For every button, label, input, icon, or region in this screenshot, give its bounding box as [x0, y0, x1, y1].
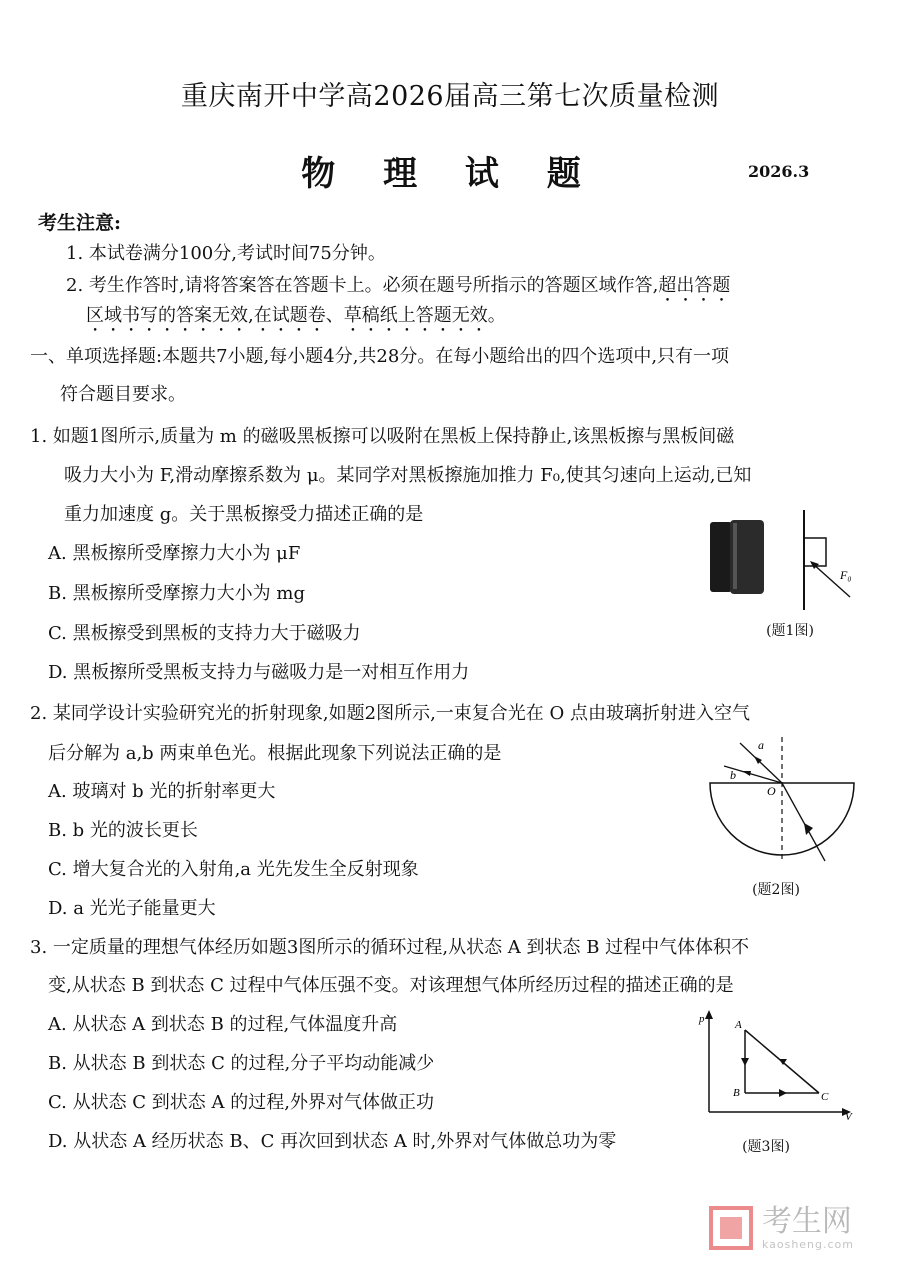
axis-label-v: V [845, 1111, 852, 1123]
q3-option-a: A. 从状态 A 到状态 B 的过程,气体温度升高 [48, 1014, 398, 1035]
q1-stem-line-1: 1. 如题1图所示,质量为 m 的磁吸黑板擦可以吸附在黑板上保持静止,该黑板擦与黑板间磁 [30, 426, 735, 447]
ray-b-arrowhead [742, 771, 751, 776]
point-c: C [821, 1091, 829, 1103]
watermark [708, 1205, 854, 1251]
point-a: A [735, 1019, 742, 1031]
q3-stem-line-2: 变,从状态 B 到状态 C 过程中气体压强不变。对该理想气体所经历过程的描述正确的是 [48, 975, 734, 996]
q1-option-c: C. 黑板擦受到黑板的支持力大于磁吸力 [48, 623, 361, 644]
notice-emphasis-text: 超出答题 [658, 275, 731, 296]
q2-option-b: B. b 光的波长更长 [48, 820, 198, 841]
q1-option-a: A. 黑板擦所受摩擦力大小为 μF [48, 543, 301, 564]
q2-option-d: D. a 光光子能量更大 [48, 898, 216, 919]
watermark-name: 考生网 [761, 1203, 852, 1239]
subject-title: 物 理 试 题 [301, 154, 599, 194]
eraser-photo [710, 520, 764, 594]
watermark-url: kaosheng.com [761, 1237, 854, 1251]
incident-ray [782, 783, 825, 861]
q1-option-d: D. 黑板擦所受黑板支持力与磁吸力是一对相互作用力 [48, 662, 470, 683]
label-b: b [730, 768, 736, 782]
notice-title: 考生注意: [38, 212, 122, 234]
q1-figure [700, 505, 870, 620]
q2-stem-line-1: 2. 某同学设计实验研究光的折射现象,如题2图所示,一束复合光在 O 点由玻璃折射进入空气 [30, 703, 750, 724]
label-a: a [758, 738, 764, 752]
q1-stem-line-3: 重力加速度 g。关于黑板擦受力描述正确的是 [64, 504, 424, 525]
q3-option-b: B. 从状态 B 到状态 C 的过程,分子平均动能减少 [48, 1053, 435, 1074]
q2-option-a: A. 玻璃对 b 光的折射率更大 [48, 781, 276, 802]
notice-item-1: 1. 本试卷满分100分,考试时间75分钟。 [66, 243, 386, 264]
q1-option-b: B. 黑板擦所受摩擦力大小为 mg [48, 583, 305, 604]
q2-figure-caption: (题2图) [752, 882, 800, 898]
notice-item-2-line-1 [66, 274, 730, 306]
q3-figure-caption: (题3图) [742, 1139, 790, 1155]
q2-option-c: C. 增大复合光的入射角,a 光先发生全反射现象 [48, 859, 419, 880]
q2-stem-line-2: 后分解为 a,b 两束单色光。根据此现象下列说法正确的是 [48, 743, 502, 764]
arrow-bc [779, 1089, 787, 1097]
label-o: O [767, 784, 776, 798]
p-axis-arrowhead [705, 1010, 713, 1019]
q1-stem-line-2: 吸力大小为 F,滑动摩擦系数为 μ。某同学对黑板擦施加推力 F₀,使其匀速向上运动,已知 [64, 465, 752, 486]
arrow-ab [741, 1058, 749, 1066]
axis-label-p: p [699, 1013, 705, 1025]
section-heading-line-2: 符合题目要求。 [60, 384, 186, 405]
point-b: B [733, 1087, 740, 1099]
q3-figure [695, 1008, 860, 1123]
incident-arrowhead [804, 823, 813, 835]
section-heading-line-1: 一、单项选择题:本题共7小题,每小题4分,共28分。在每小题给出的四个选项中,只有一项 [30, 346, 730, 367]
exam-date: 2026.3 [748, 162, 810, 181]
q3-stem-line-1: 3. 一定质量的理想气体经历如题3图所示的循环过程,从状态 A 到状态 B 过程中气体体积不 [30, 937, 750, 958]
q3-option-c: C. 从状态 C 到状态 A 的过程,外界对气体做正功 [48, 1092, 434, 1113]
q1-figure-caption: (题1图) [766, 623, 814, 639]
notice-item-2-line-2: 区域书写的答案无效,在试题卷、草稿纸上答题无效。 [86, 305, 506, 326]
q3-option-d: D. 从状态 A 经历状态 B、C 再次回到状态 A 时,外界对气体做总功为零 [48, 1131, 617, 1152]
q2-figure [700, 735, 865, 870]
eraser-box [804, 538, 826, 566]
school-title: 重庆南开中学高2026届高三第七次质量检测 [180, 81, 720, 112]
force-label: F₀ [840, 568, 852, 582]
notice-item-2-text: 2. 考生作答时,请将答案答在答题卡上。必须在题号所指示的答题区域作答, [66, 275, 659, 296]
watermark-text [761, 1203, 854, 1251]
watermark-logo-icon [708, 1205, 754, 1251]
